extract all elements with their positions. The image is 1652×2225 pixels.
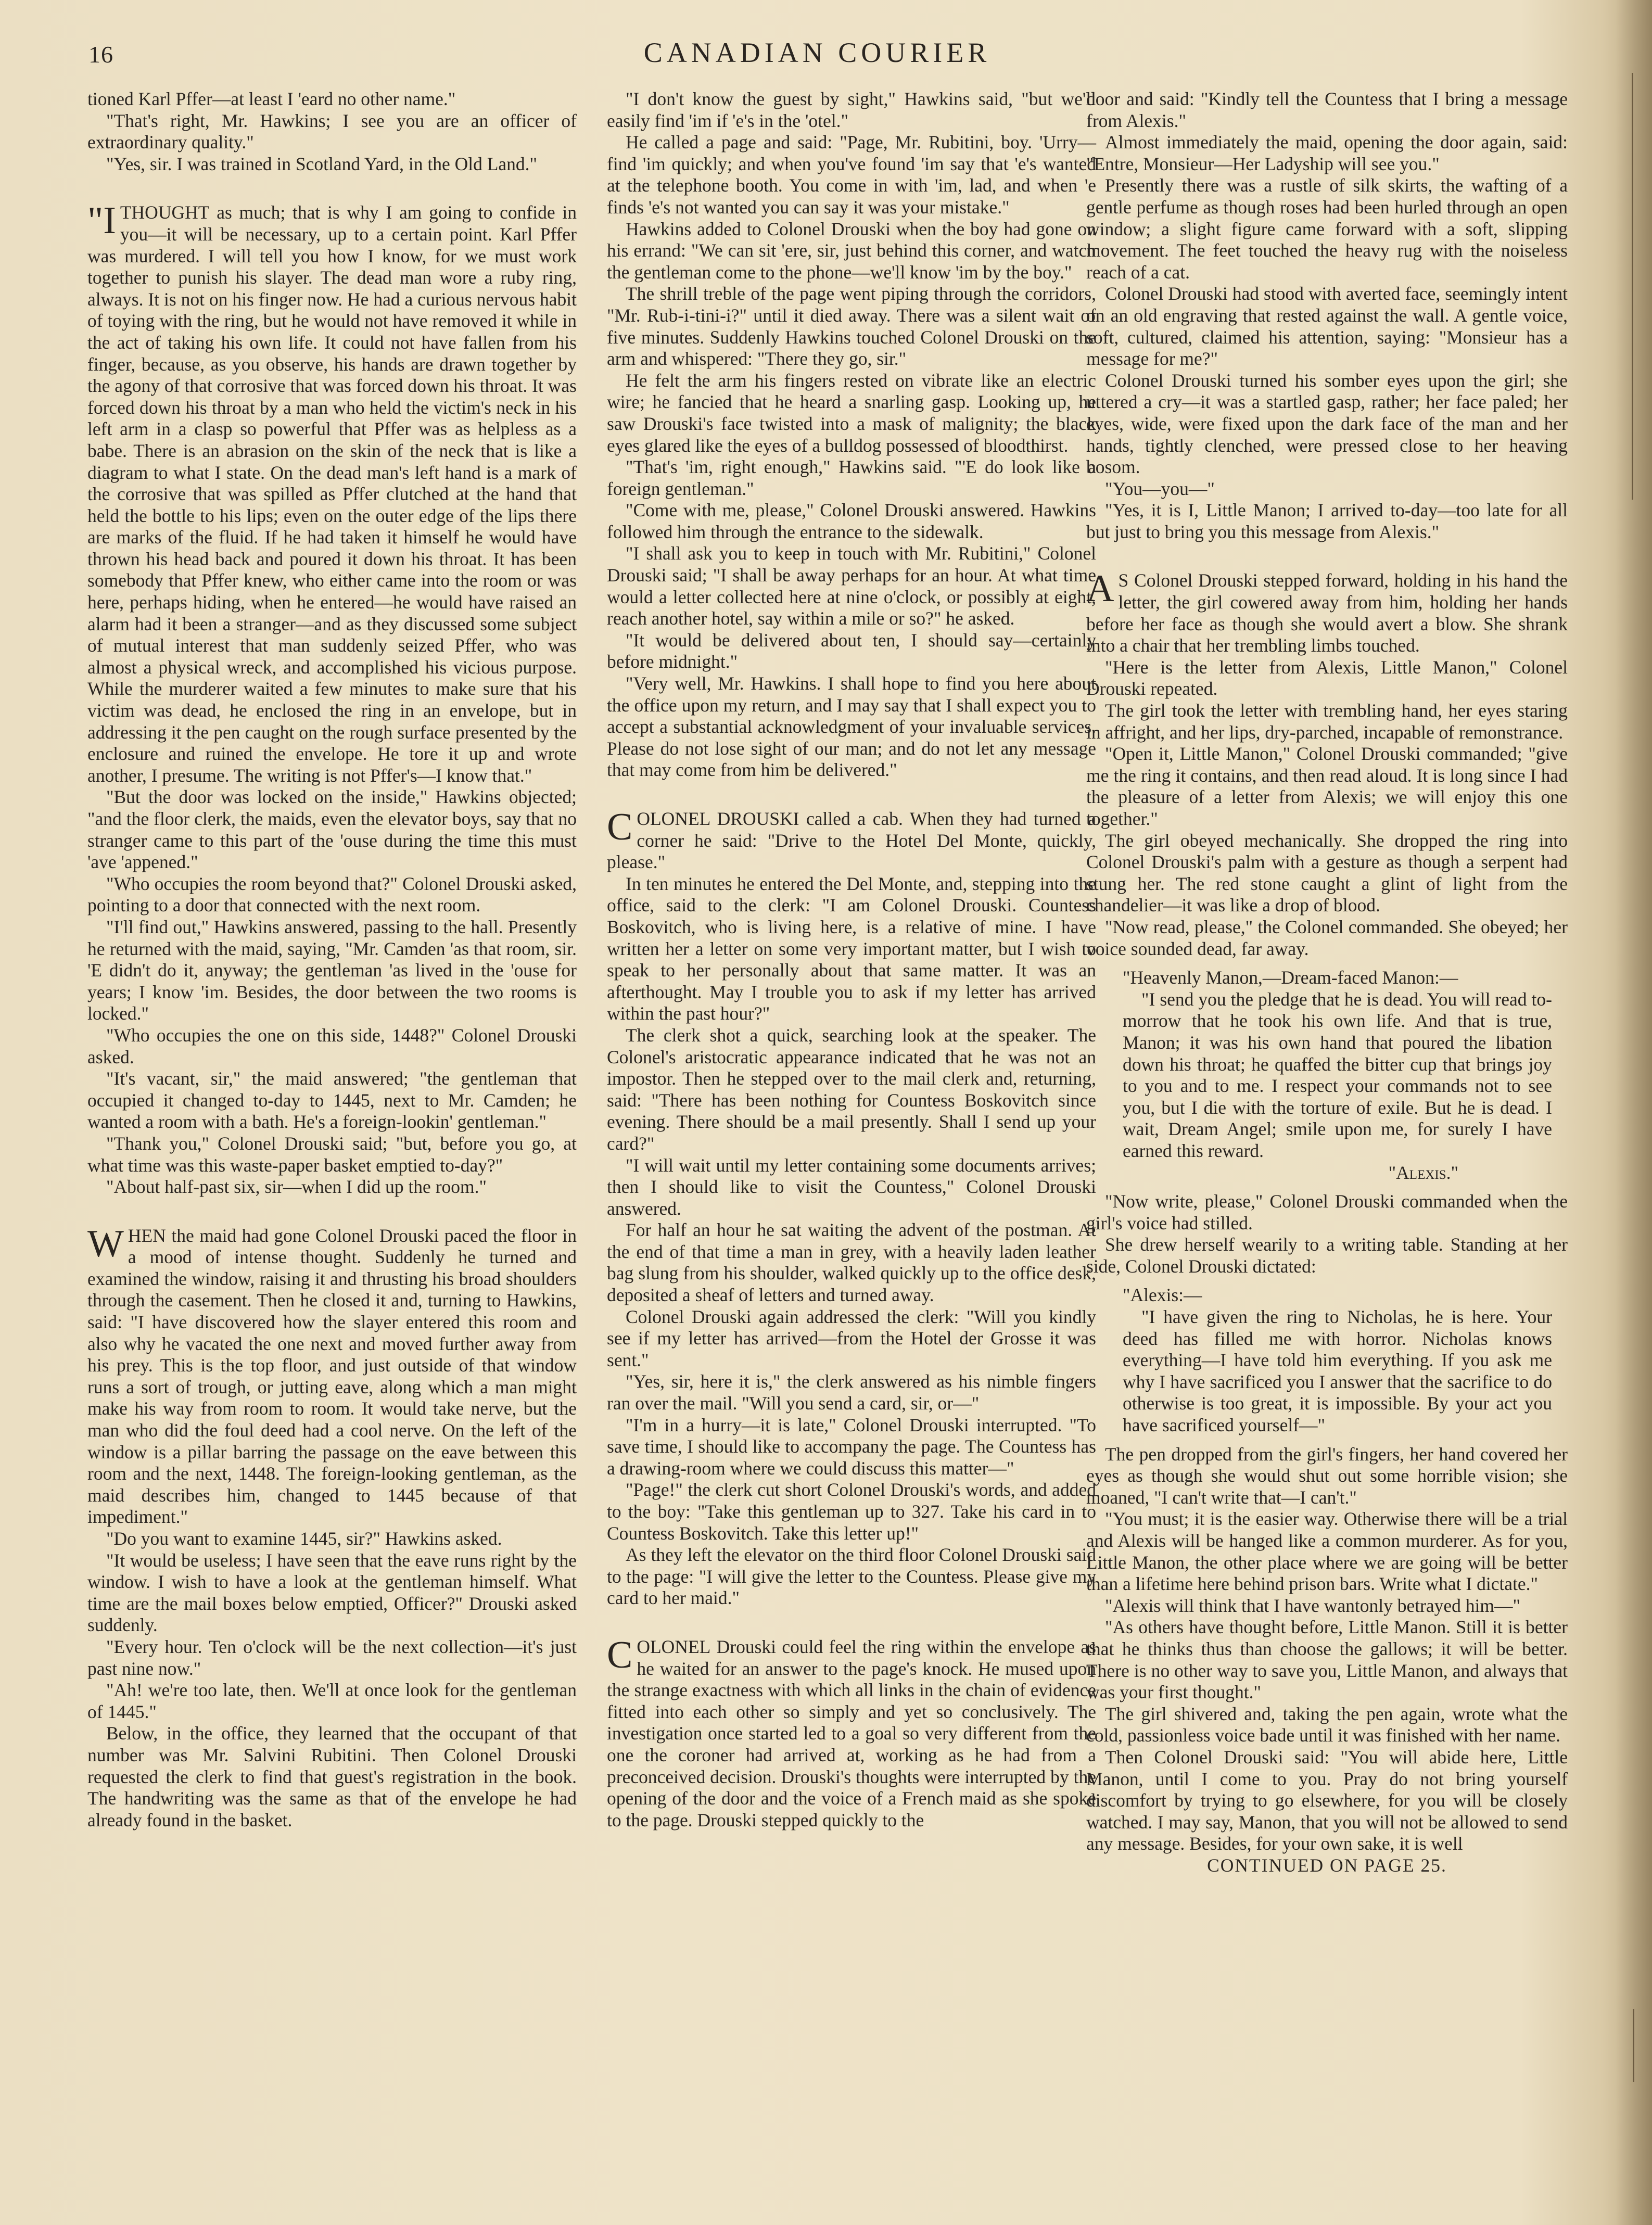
- paragraph: "Now read, please," the Colonel commanded. She obeyed; her voice sounded dead, far away.: [1086, 916, 1568, 959]
- paragraph: "Ah! we're too late, then. We'll at once look for the gentleman of 1445.": [87, 1680, 577, 1722]
- column-3: [1086, 88, 1568, 1877]
- paragraph: She drew herself wearily to a writing table. Standing at her side, Colonel Drouski dictated:: [1086, 1234, 1568, 1277]
- section-paragraph: [607, 1633, 1096, 1831]
- paragraph: "Now write, please," Colonel Drouski commanded when the girl's voice had stilled.: [1086, 1191, 1568, 1234]
- paragraph: The clerk shot a quick, searching look at the speaker. The Colonel's aristocratic appearance indicated that he was not an impostor. Then he stepped over to the mail clerk and, returning, said: "There has been nothing for Countess Boskovitch since evening. There should be a mail presently. Shall I send up your card?": [607, 1024, 1096, 1154]
- section-paragraph: [607, 808, 1096, 873]
- section-paragraph: [87, 199, 577, 786]
- drop-cap: C: [607, 806, 633, 848]
- paragraph: In ten minutes he entered the Del Monte, and, stepping into the office, said to the clerk: "I am Colonel Drouski. Countess Boskovitch, who is living here, is a relative of mine. I have written her a letter on some very important matter, but I wish to speak to her personally about that same matter. It was an afterthought. May I trouble you to ask if my letter has arrived within the past hour?": [607, 873, 1096, 1024]
- paragraph: "About half-past six, sir—when I did up the room.": [106, 1176, 487, 1198]
- paragraph: "You must; it is the easier way. Otherwise there will be a trial and Alexis will be hanged like a common murderer. As for you, Little Manon, the other place where we are going will be better than a lifetime here behind prison bars. Write what I dictate.": [1086, 1508, 1568, 1595]
- paragraph: "It would be useless; I have seen that the eave runs right by the window. I wish to have a look at the gentleman himself. What time are the mail boxes below emptied, Officer?" Drouski asked suddenly.: [87, 1549, 577, 1636]
- paragraph: tioned Karl Pffer—at least I 'eard no other name.": [87, 88, 456, 109]
- section-paragraph: [1086, 567, 1568, 656]
- paragraph: "I'm in a hurry—it is late," Colonel Drouski interrupted. "To save time, I should like to accompany the page. The Countess has a drawing-room where we could discuss this matter—": [607, 1414, 1096, 1479]
- paragraph: "I'll find out," Hawkins answered, passing to the hall. Presently he returned with the maid, saying, "Mr. Camden 'as that room, sir. 'E didn't do it, anyway; the gentleman 'as lived in the 'ouse for years; I know 'im. Besides, the door between the two rooms is locked.": [87, 916, 577, 1024]
- paragraph: "That's right, Mr. Hawkins; I see you are an officer of extraordinary quality.": [87, 110, 577, 153]
- paragraph: He felt the arm his fingers rested on vibrate like an electric wire; he fancied that he heard a snarling gasp. Looking up, he saw Drouski's face twisted into a mask of malignity; the black eyes glared like the eyes of a bulldog possessed of bloodthirst.: [607, 370, 1096, 456]
- lead-in: THOUGHT: [120, 202, 210, 223]
- paragraph: "Come with me, please," Colonel Drouski answered. Hawkins followed him through the entrance to the sidewalk.: [607, 500, 1096, 542]
- page-edge-mark: [1632, 73, 1646, 500]
- paragraph: "You—you—": [1105, 478, 1215, 499]
- paragraph-body: the maid had gone Colonel Drouski paced the floor in a mood of intense thought. Suddenly he turned and examined the window, raising it and thrusting his broad shoulders through the casement. Then he closed it and, turning to Hawkins, said: "I have discovered how the slayer entered this room and also why he vacated the one next and moved further away from his prey. This is the top floor, and just outside of that window runs a sort of trough, or jutting eave, along which a man might make his way from room to room. It would take nerve, but the man who did the foul deed had a cool nerve. On the left of the window is a pillar barring the passage on the eave between this room and the next, 1448. The foreign-looking gentleman, as the maid describes him, changed to 1445 because of that impediment.": [87, 1225, 577, 1528]
- paragraph: "I will wait until my letter containing some documents arrives; then I should like to visit the Countess," Colonel Drouski answered.: [607, 1154, 1096, 1219]
- paragraph: "Thank you," Colonel Drouski said; "but, before you go, at what time was this waste-paper basket emptied to-day?": [87, 1133, 577, 1176]
- paragraph: "That's 'im, right enough," Hawkins said. "'E do look like a foreign gentleman.": [607, 456, 1096, 499]
- paragraph: "Who occupies the room beyond that?" Colonel Drouski asked, pointing to a door that connected with the next room.: [87, 873, 577, 916]
- dictated-letter: [1123, 1285, 1552, 1436]
- paragraph: Colonel Drouski again addressed the clerk: "Will you kindly see if my letter has arrived—from the Hotel der Grosse it was sent.": [607, 1306, 1096, 1370]
- paragraph-body: Drouski could feel the ring within the envelope as he waited for an answer to the page's knock. He mused upon the strange exactness with which all links in the chain of evidence fitted into each other so simply and yet so conclusively. The investigation once started led to a goal so very different from the one the coroner had arrived at, working as he had from a preconceived decision. Drouski's thoughts were interrupted by the opening of the door and the voice of a French maid as she spoke to the page. Drouski stepped quickly to the: [607, 1636, 1096, 1830]
- paragraph: Colonel Drouski turned his somber eyes upon the girl; she uttered a cry—it was a startled gasp, rather; her face paled; her eyes, wide, were fixed upon the dark face of the man and her hands, tightly clenched, were pressed close to her heaving bosom.: [1086, 370, 1568, 478]
- drop-cap: "I: [87, 199, 116, 243]
- page-header: [88, 36, 1546, 78]
- paragraph: Almost immediately the maid, opening the door again, said: "Entre, Monsieur—Her Ladyship will see you.": [1086, 132, 1568, 174]
- paragraph: "Yes, sir, here it is," the clerk answered as his nimble fingers ran over the mail. "Will you send a card, sir, or—": [607, 1371, 1096, 1414]
- lead-in: HEN: [128, 1225, 166, 1246]
- paragraph: "Do you want to examine 1445, sir?" Hawkins asked.: [106, 1528, 502, 1549]
- letter-body: "I have given the ring to Nicholas, he is here. Your deed has filled me with horror. Nicholas knows everything—I have told him everything. If you ask me why I have sacrificed you I answer that the sacrifice to do otherwise is too great, it is impossible. By your act you have sacrificed yourself—": [1123, 1306, 1552, 1436]
- paragraph-body: Colonel Drouski stepped forward, holding in his hand the letter, the girl cowered away from him, holding her hands before her face as though she would avert a blow. She shrank into a chair that her trembling limbs touched.: [1086, 570, 1568, 656]
- paragraph: The pen dropped from the girl's fingers, her hand covered her eyes as though she would shut out some horrible vision; she moaned, "I can't write that—I can't.": [1086, 1443, 1568, 1508]
- paragraph: "I shall ask you to keep in touch with Mr. Rubitini," Colonel Drouski said; "I shall be away perhaps for an hour. At what time would a letter collected here at nine o'clock, or possibly at eight, reach another hotel, say within a mile or so?" he asked.: [607, 543, 1096, 629]
- paragraph: He called a page and said: "Page, Mr. Rubitini, boy. 'Urry—find 'im quickly; and when you've found 'im say that 'e's wanted at the telephone booth. You come in with 'im, lad, and when 'e finds 'e's not wanted you can say it was your mistake.": [607, 132, 1096, 218]
- paragraph: "Yes, it is I, Little Manon; I arrived to-day—too late for all but just to bring you this message from Alexis.": [1086, 500, 1568, 542]
- paragraph-body: called a cab. When they had turned a corner he said: "Drive to the Hotel Del Monte, quickly, please.": [607, 808, 1096, 873]
- paragraph: "Every hour. Ten o'clock will be the next collection—it's just past nine now.": [87, 1636, 577, 1679]
- running-head: CANADIAN COURIER: [643, 37, 991, 68]
- lead-in: S: [1118, 570, 1129, 591]
- paragraph: "Alexis will think that I have wantonly betrayed him—": [1105, 1595, 1520, 1616]
- paragraph-body: as much; that is why I am going to confide in you—it will be necessary, up to a certain point. Karl Pffer was murdered. I will tell you how I know, for we must work together to punish his slayer. The dead man wore a ruby ring, always. It is not on his finger now. He had a curious nervous habit of toying with the ring, but he would not have removed it while in the act of taking his own life. It could not have fallen from his finger, because, as you observe, his hands are drawn together by the agony of that corrosive that was forced down his throat. It was forced down his throat by a man who held the victim's neck in his left arm in a clasp so powerful that Pffer was as helpless as a babe. There is an abrasion on the skin of the neck that is like a diagram to what I state. On the dead man's left hand is a mark of the corrosive that was spilled as Pffer clutched at the hand that held the bottle to his lips; even on the outer edge of the lips there are marks of the fluid. If he had taken it himself he would have thrown his head back and poured it down his throat. It has been somebody that Pffer knew, who either came into the room or was here, perhaps hiding, when he entered—he would have raised an alarm had it been a stranger—and as they discussed some subject of mutual interest that man suddenly seized Pffer, who was almost a physical wreck, and accomplished his vicious purpose. While the murderer waited a few minutes to make sure that his victim was dead, he enclosed the ring in an envelope, but in addressing it the pen caught on the rough surface presented by the enclosure and ruined the envelope. He tore it up and wrote another, I presume. The writing is not Pffer's—I know that.": [87, 202, 577, 786]
- paragraph: "Very well, Mr. Hawkins. I shall hope to find you here about the office upon my return, and I may say that I shall expect you to accept a substantial acknowledgment of your invaluable services. Please do not lose sight of our man; and do not let any message that may come from him be delivered.": [607, 673, 1096, 781]
- paragraph: Hawkins added to Colonel Drouski when the boy had gone on his errand: "We can sit 'ere, sir, just behind this corner, and watch the gentleman come to the phone—we'll know 'im by the boy.": [607, 218, 1096, 283]
- paragraph: "It would be delivered about ten, I should say—certainly before midnight.": [607, 629, 1096, 672]
- page-edge-mark: [1633, 2009, 1645, 2082]
- paragraph: "As others have thought before, Little Manon. Still it is better that he thinks thus than choose the gallows; it will be better. There is no other way to save you, Little Manon, and always that was your first thought.": [1086, 1617, 1568, 1703]
- letter-greeting: "Heavenly Manon,—Dream-faced Manon:—: [1123, 967, 1458, 988]
- paragraph: "Open it, Little Manon," Colonel Drouski commanded; "give me the ring it contains, and then read aloud. It is long since I had the pleasure of a letter from Alexis; we will enjoy this one together.": [1086, 743, 1568, 829]
- letter-signature: "Alexis.": [1388, 1162, 1458, 1183]
- paragraph: The shrill treble of the page went piping through the corridors, "Mr. Rub-i-tini-i?" until it died away. There was a silent wait of five minutes. Suddenly Hawkins touched Colonel Drouski on the arm and whispered: "There they go, sir.": [607, 283, 1096, 370]
- paragraph: "But the door was locked on the inside," Hawkins objected; "and the floor clerk, the maids, even the elevator boys, say that no stranger came to this part of the 'ouse during the time this must 'ave 'appened.": [87, 786, 577, 873]
- paragraph: For half an hour he sat waiting the advent of the postman. At the end of that time a man in grey, with a heavily laden leather bag slung from his shoulder, walked quickly up to the office desk, deposited a sheaf of letters and turned away.: [607, 1219, 1096, 1306]
- letter-body: "I send you the pledge that he is dead. You will read to-morrow that he took his own life. And that is true, Manon; it was his own hand that poured the libation down his throat; he quaffed the bitter cup that brings joy to you and to me. I respect your commands not to see you, but I die with the torture of exile. But he is dead. I wait, Dream Angel; smile upon me, for surely I have earned this reward.: [1123, 988, 1552, 1161]
- lead-in: OLONEL DROUSKI: [637, 808, 799, 829]
- paragraph: "Yes, sir. I was trained in Scotland Yard, in the Old Land.": [106, 153, 538, 174]
- paragraph: Presently there was a rustle of silk skirts, the wafting of a gentle perfume as though roses had been hurled through an open window; a slight figure came forward with a soft, slipping movement. The feet touched the heavy rug with the noiseless reach of a cat.: [1086, 175, 1568, 283]
- lead-in: OLONEL: [637, 1636, 711, 1657]
- paragraph: The girl took the letter with trembling hand, her eyes staring in affright, and her lips, dry-parched, incapable of remonstrance.: [1086, 700, 1568, 743]
- paragraph: door and said: "Kindly tell the Countess that I bring a message from Alexis.": [1086, 88, 1568, 131]
- paragraph: "Page!" the clerk cut short Colonel Drouski's words, and added to the boy: "Take this gentleman up to 327. Take his card in to Countess Boskovitch. Take this letter up!": [607, 1479, 1096, 1544]
- drop-cap: A: [1086, 567, 1114, 611]
- continued-notice: CONTINUED ON PAGE 25.: [1207, 1854, 1447, 1876]
- paragraph: "Who occupies the one on this side, 1448?" Colonel Drouski asked.: [87, 1024, 577, 1067]
- paragraph: "It's vacant, sir," the maid answered; "the gentleman that occupied it changed to-day to 1445, next to Mr. Camden; he wanted a room with a bath. He's a foreign-lookin' gentleman.": [87, 1068, 577, 1133]
- paragraph: The girl shivered and, taking the pen again, wrote what the cold, passionless voice bade until it was finished with her name.: [1086, 1703, 1568, 1746]
- drop-cap: C: [607, 1633, 633, 1676]
- paragraph: Colonel Drouski had stood with averted face, seemingly intent on an old engraving that rested against the wall. A gentle voice, soft, cultured, claimed his attention, saying: "Monsieur has a message for me?": [1086, 283, 1568, 370]
- paragraph: "I don't know the guest by sight," Hawkins said, "but we'll easily find 'im if 'e's in the 'otel.": [607, 88, 1096, 131]
- drop-cap: W: [87, 1222, 124, 1265]
- paragraph: The girl obeyed mechanically. She dropped the ring into Colonel Drouski's palm with a gesture as though a serpent had stung her. The red stone caught a glint of light from the chandelier—it was like a drop of blood.: [1086, 830, 1568, 916]
- letter-from-alexis: [1123, 967, 1552, 1184]
- page-number: 16: [88, 41, 113, 68]
- section-paragraph: [87, 1222, 577, 1528]
- paragraph: As they left the elevator on the third floor Colonel Drouski said to the page: "I will give the letter to the Countess. Please give my card to her maid.": [607, 1544, 1096, 1609]
- letter-greeting: "Alexis:—: [1123, 1285, 1202, 1306]
- column-1: [87, 88, 577, 1831]
- paragraph: "Here is the letter from Alexis, Little Manon," Colonel Drouski repeated.: [1086, 656, 1568, 700]
- column-2: [607, 88, 1096, 1831]
- paragraph: Below, in the office, they learned that the occupant of that number was Mr. Salvini Rubitini. Then Colonel Drouski requested the clerk to find that guest's registration in the book. The handwriting was the same as that of the envelope he had already found in the basket.: [87, 1723, 577, 1830]
- paragraph: Then Colonel Drouski said: "You will abide here, Little Manon, until I come to you. Pray do not bring yourself discomfort by trying to go elsewhere, for you will be closely watched. I may say, Manon, that you will not be allowed to send any message. Besides, for your own sake, it is well: [1086, 1746, 1568, 1854]
